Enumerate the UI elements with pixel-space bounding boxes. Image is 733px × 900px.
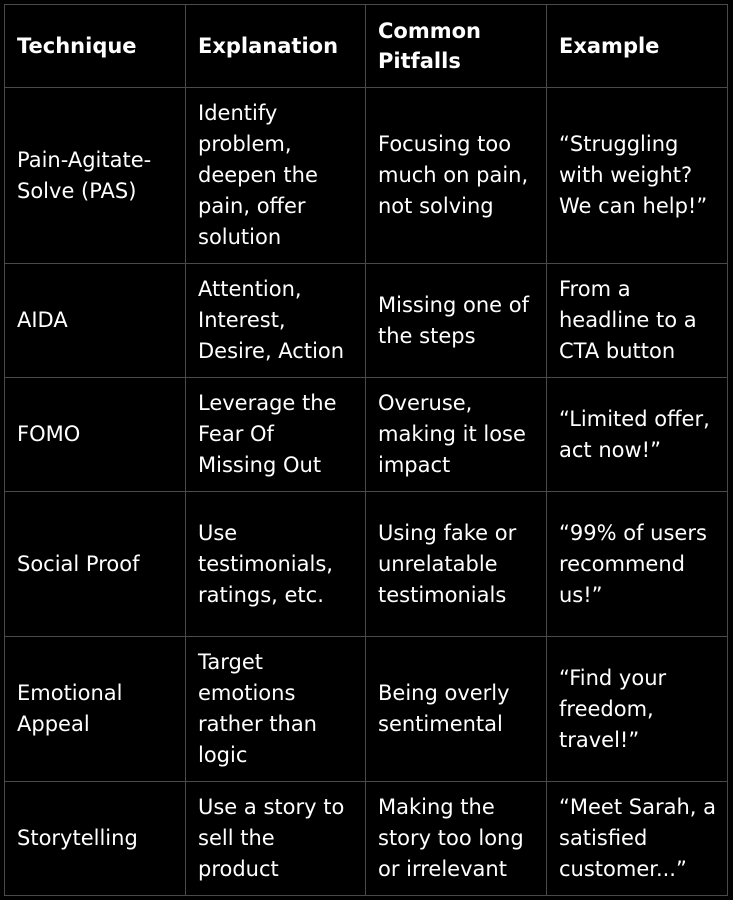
cell-technique: FOMO: [5, 378, 186, 492]
cell-explanation: Leverage the Fear Of Missing Out: [186, 378, 366, 492]
cell-explanation: Use a story to sell the product: [186, 782, 366, 896]
cell-technique: Storytelling: [5, 782, 186, 896]
cell-example: From a headline to a CTA button: [547, 264, 728, 378]
cell-example: “99% of users recommend us!”: [547, 492, 728, 637]
cell-example: “Struggling with weight? We can help!”: [547, 88, 728, 264]
table-row: [5, 637, 728, 782]
cell-pitfalls: Overuse, making it lose impact: [366, 378, 547, 492]
table-row: [5, 88, 728, 264]
cell-technique: Emotional Appeal: [5, 637, 186, 782]
techniques-table-container: [4, 4, 727, 895]
table-row: [5, 782, 728, 896]
cell-explanation: Identify problem, deepen the pain, offer solution: [186, 88, 366, 264]
cell-pitfalls: Using fake or unrelatable testimonials: [366, 492, 547, 637]
table-header-row: [5, 5, 728, 88]
table-row: [5, 378, 728, 492]
cell-explanation: Use testimonials, ratings, etc.: [186, 492, 366, 637]
cell-explanation: Attention, Interest, Desire, Action: [186, 264, 366, 378]
cell-pitfalls: Focusing too much on pain, not solving: [366, 88, 547, 264]
cell-example: “Find your freedom, travel!”: [547, 637, 728, 782]
header-common-pitfalls: Common Pitfalls: [366, 5, 547, 88]
cell-pitfalls: Making the story too long or irrelevant: [366, 782, 547, 896]
cell-pitfalls: Missing one of the steps: [366, 264, 547, 378]
cell-technique: Pain-Agitate-Solve (PAS): [5, 88, 186, 264]
table-row: [5, 264, 728, 378]
cell-example: “Meet Sarah, a satisfied customer...”: [547, 782, 728, 896]
header-explanation: Explanation: [186, 5, 366, 88]
header-example: Example: [547, 5, 728, 88]
header-technique: Technique: [5, 5, 186, 88]
cell-technique: Social Proof: [5, 492, 186, 637]
techniques-table: [4, 4, 728, 896]
table-row: [5, 492, 728, 637]
cell-pitfalls: Being overly sentimental: [366, 637, 547, 782]
cell-technique: AIDA: [5, 264, 186, 378]
cell-example: “Limited offer, act now!”: [547, 378, 728, 492]
cell-explanation: Target emotions rather than logic: [186, 637, 366, 782]
